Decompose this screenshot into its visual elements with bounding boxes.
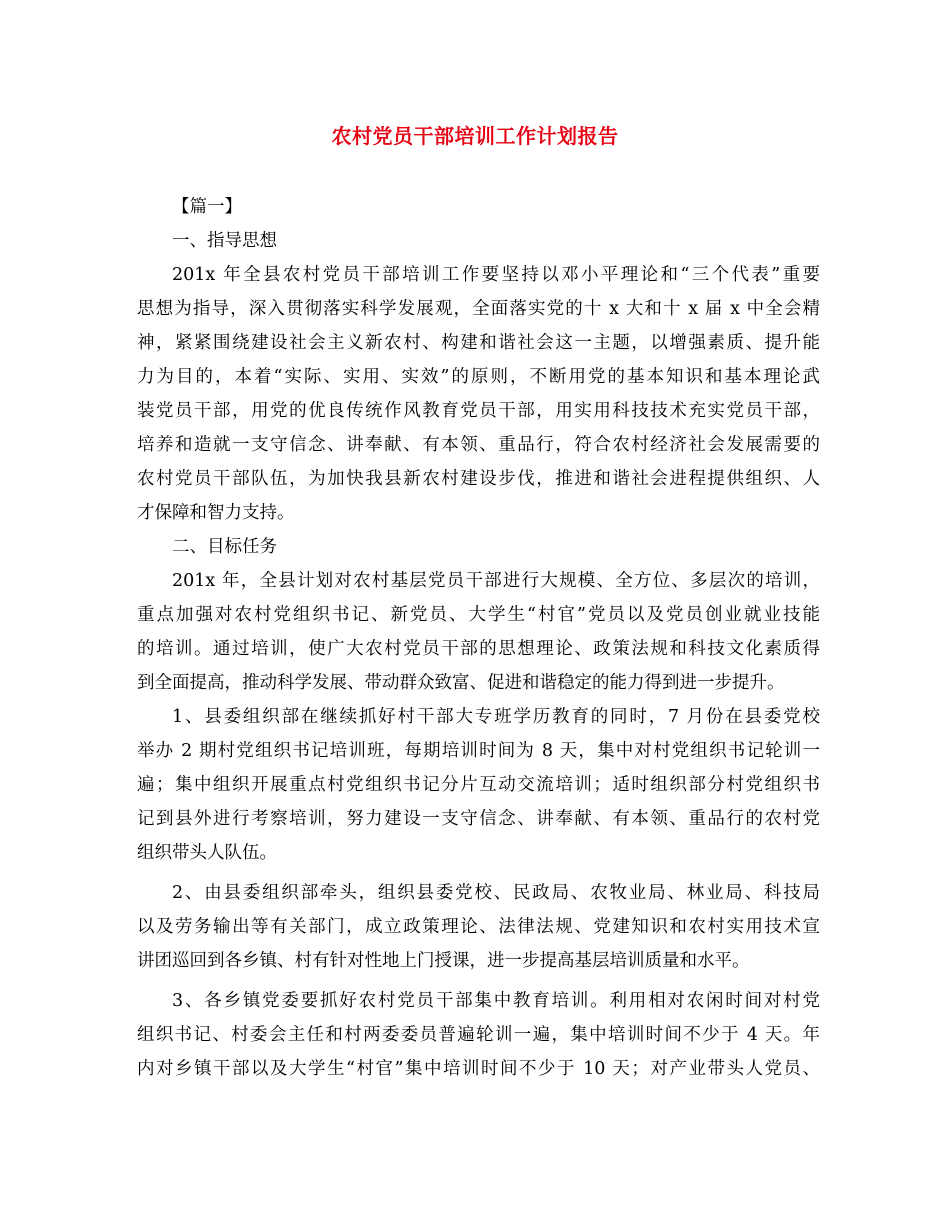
- document-title: 农村党员干部培训工作计划报告: [331, 124, 619, 148]
- text-line: 思想为指导，深入贯彻落实科学发展观，全面落实党的十 x 大和十 x 届 x 中全会精: [137, 299, 820, 319]
- text-line: 的培训。通过培训，使广大农村党员干部的思想理论、政策法规和科技文化素质得: [137, 639, 820, 659]
- text-line: 举办 2 期村党组织书记培训班，每期培训时间为 8 天，集中对村党组织书记轮训一: [137, 741, 820, 761]
- text-line: 1、县委组织部在继续抓好村干部大专班学历教育的同时，7 月份在县委党校: [172, 707, 820, 727]
- text-line: 神，紧紧围绕建设社会主义新农村、构建和谐社会这一主题，以增强素质、提升能: [137, 333, 820, 353]
- text-line: 以及劳务输出等有关部门，成立政策理论、法律法规、党建知识和农村实用技术宣: [137, 917, 820, 937]
- text-line: 2、由县委组织部牵头，组织县委党校、民政局、农牧业局、林业局、科技局: [172, 883, 820, 903]
- text-line: 组织带头人队伍。: [137, 843, 277, 863]
- paragraph-goals-overview: [137, 564, 820, 700]
- document-body: [137, 190, 820, 1086]
- text-line: 201x 年全县农村党员干部培训工作要坚持以邓小平理论和“三个代表”重要: [172, 265, 820, 285]
- text-line: 才保障和智力支持。: [137, 503, 295, 523]
- text-line: 组织书记、村委会主任和村两委委员普遍轮训一遍，集中培训时间不少于 4 天。年: [137, 1025, 820, 1045]
- text-line: 讲团巡回到各乡镇、村有针对性地上门授课，进一步提高基层培训质量和水平。: [137, 951, 750, 971]
- text-line: 201x 年，全县计划对农村基层党员干部进行大规模、全方位、多层次的培训，: [172, 571, 820, 591]
- heading-goals-tasks: 二、目标任务: [172, 537, 277, 557]
- paragraph-item-1: [137, 700, 820, 870]
- paragraph-item-2: [137, 876, 820, 978]
- text-line: 培养和造就一支守信念、讲奉献、有本领、重品行，符合农村经济社会发展需要的: [137, 435, 820, 455]
- text-line: 3、各乡镇党委要抓好农村党员干部集中教育培训。利用相对农闲时间对村党: [172, 991, 820, 1011]
- text-line: 农村党员干部队伍，为加快我县新农村建设步伐，推进和谐社会进程提供组织、人: [137, 469, 820, 489]
- text-line: 装党员干部，用党的优良传统作风教育党员干部，用实用科技技术充实党员干部，: [137, 401, 820, 421]
- paragraph-item-3: [137, 984, 820, 1086]
- section-marker: 【篇一】: [172, 197, 242, 217]
- text-line: 重点加强对农村党组织书记、新党员、大学生“村官”党员以及党员创业就业技能: [137, 605, 820, 625]
- paragraph-guiding-ideology: [137, 258, 820, 530]
- text-line: 内对乡镇干部以及大学生“村官”集中培训时间不少于 10 天；对产业带头人党员、: [137, 1059, 820, 1079]
- text-line: 力为目的，本着“实际、实用、实效”的原则，不断用党的基本知识和基本理论武: [137, 367, 820, 387]
- text-line: 记到县外进行考察培训，努力建设一支守信念、讲奉献、有本领、重品行的农村党: [137, 809, 820, 829]
- text-line: 遍；集中组织开展重点村党组织书记分片互动交流培训；适时组织部分村党组织书: [137, 775, 820, 795]
- text-line: 到全面提高，推动科学发展、带动群众致富、促进和谐稳定的能力得到进一步提升。: [137, 673, 785, 693]
- heading-guiding-ideology: 一、指导思想: [172, 231, 277, 251]
